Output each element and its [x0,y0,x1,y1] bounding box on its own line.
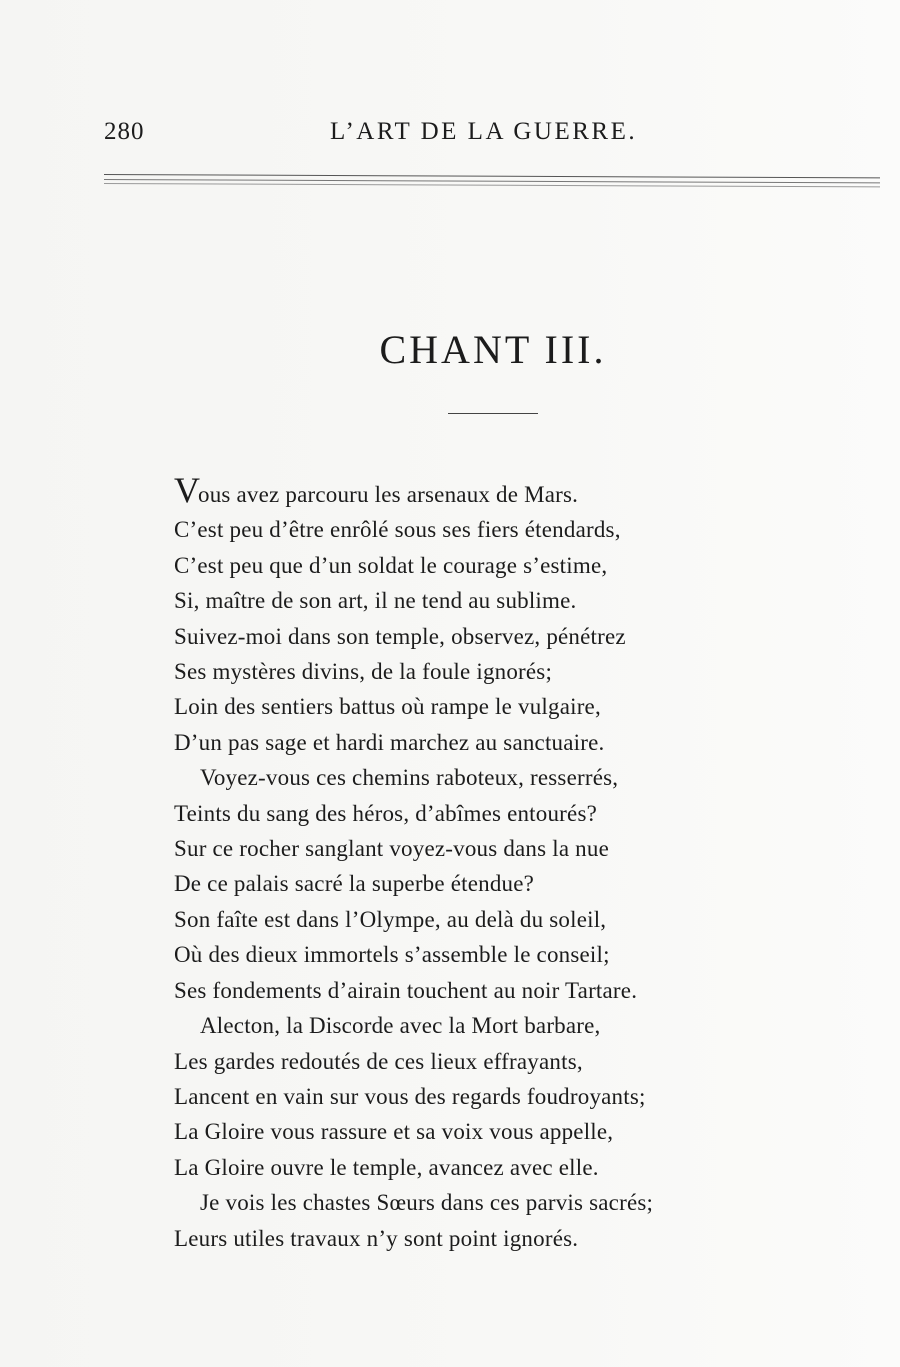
poem-line: Voyez-vous ces chemins raboteux, resserrés, [200,765,619,791]
poem-line: La Gloire vous rassure et sa voix vous appelle, [174,1119,614,1145]
poem-line: Teints du sang des héros, d’abîmes entourés? [174,800,598,826]
poem-line: Leurs utiles travaux n’y sont point ignorés. [174,1225,579,1251]
poem-body [174,470,814,1256]
running-title: L’ART DE LA GUERRE. [330,118,638,145]
poem-line: Je vois les chastes Sœurs dans ces parvis sacrés; [200,1190,654,1216]
poem-line: Ses fondements d’airain touchent au noir Tartare. [174,977,638,1003]
poem-line: Si, maître de son art, il ne tend au sublime. [174,588,577,614]
page-number: 280 [104,118,145,145]
running-head [104,118,880,154]
poem-line: Loin des sentiers battus où rampe le vulgaire, [174,694,601,720]
poem-line: C’est peu d’être enrôlé sous ses fiers étendards, [174,517,621,543]
poem-line: Ses mystères divins, de la foule ignorés; [174,659,553,685]
first-line-text: ous avez parcouru les arsenaux de Mars. [198,482,579,507]
poem-line: Où des dieux immortels s’assemble le conseil; [174,942,610,968]
header-rule [104,174,880,178]
poem-line: Lancent en vain sur vous des regards foudroyants; [174,1083,646,1109]
initial-letter: V [174,470,198,510]
poem-line: D’un pas sage et hardi marchez au sanctuaire. [174,729,605,755]
poem-line: Alecton, la Discorde avec la Mort barbare, [200,1013,601,1039]
poem-line: Les gardes redoutés de ces lieux effrayants, [174,1048,583,1074]
chapter-title: CHANT III. [379,327,607,372]
poem-line: Sur ce rocher sanglant voyez-vous dans la nue [174,836,609,862]
header-rule [104,183,880,187]
poem-line: La Gloire ouvre le temple, avancez avec elle. [174,1154,599,1180]
poem-line: Son faîte est dans l’Olympe, au delà du soleil, [174,906,607,932]
poem-line [174,470,814,512]
chapter-divider [448,413,538,414]
poem-line: Suivez-moi dans son temple, observez, pénétrez [174,623,626,649]
poem-line: De ce palais sacré la superbe étendue? [174,871,535,897]
poem-line: C’est peu que d’un soldat le courage s’estime, [174,552,608,578]
